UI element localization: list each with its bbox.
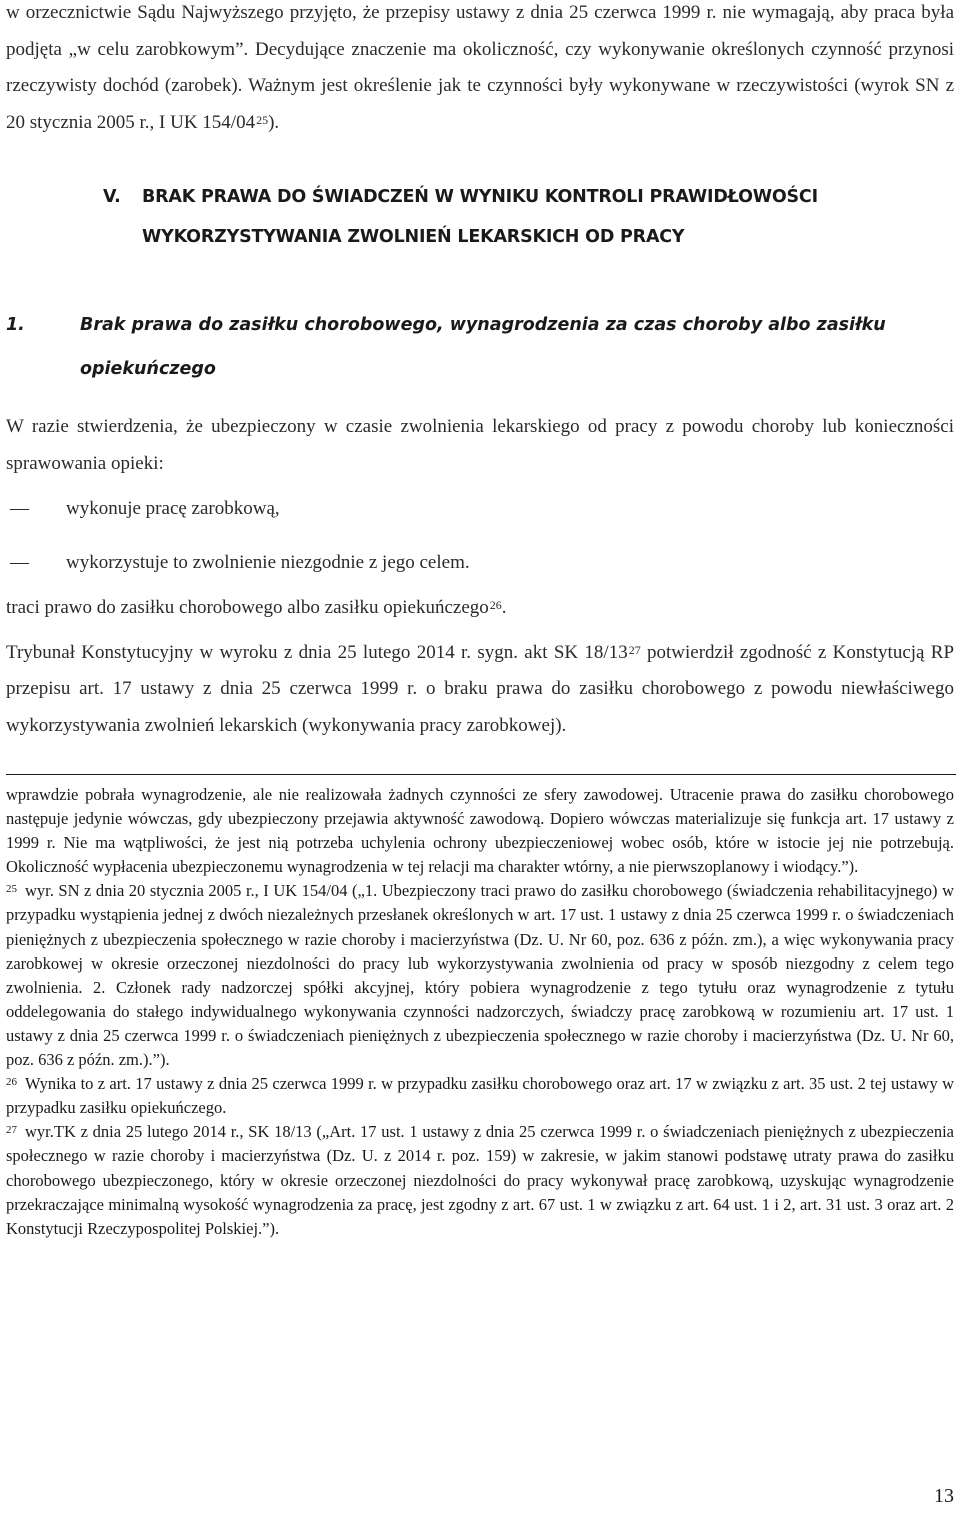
footnote-continuation: wprawdzie pobrała wynagrodzenie, ale nie realizowała żadnych czynności ze sfery zawodowej. Utracenie prawa do zasiłku chorobowego następuje jedynie wówczas, gdy ubezpieczony przejawia aktywność zawodową. Dopiero wówczas materializuje się funkcja art. 17 ustawy z 1999 r. Nie ma wątpliwości, że jest nią potrzeba uchylenia ochrony ubezpieczeniowej wobec osób, które w istocie jej nie potrzebują. Okoliczność wypłacenia ubezpieczonemu wynagrodzenia w tej relacji ma charakter wtórny, a nie pierwszoplanowy i wiodący.”).: [6, 785, 954, 877]
section-number: V.: [103, 187, 121, 207]
section-heading-line2: [6, 217, 954, 257]
subsection-title-line2: opiekuńczego: [80, 359, 216, 379]
section-title-line2: WYKORZYSTYWANIA ZWOLNIEŃ LEKARSKICH OD PRACY: [142, 227, 685, 247]
page-number: 13: [934, 1485, 954, 1507]
consequence-text: traci prawo do zasiłku chorobowego albo zasiłku opiekuńczego: [6, 597, 489, 618]
footnotes: [6, 783, 954, 1241]
footnote-number: 26: [6, 1076, 17, 1089]
section-heading: [6, 177, 954, 257]
list-item: [6, 482, 954, 536]
footnote-27: [6, 1120, 954, 1240]
condition-list: [6, 482, 954, 590]
section-title-line1: BRAK PRAWA DO ŚWIADCZEŃ W WYNIKU KONTROLI PRAWIDŁOWOŚCI: [142, 187, 818, 207]
footnote-number: 25: [6, 883, 17, 896]
section-heading-line1: [6, 177, 954, 217]
list-item-text: wykorzystuje to zwolnienie niezgodnie z jego celem.: [66, 552, 470, 573]
intro-text-end: ).: [268, 111, 280, 133]
subsection-title-line1: Brak prawa do zasiłku chorobowego, wynagrodzenia za czas choroby albo zasiłku: [80, 315, 886, 335]
footnote-number: 27: [6, 1124, 17, 1137]
footnote-ref-26[interactable]: 26: [489, 598, 502, 612]
dash-bullet-icon: —: [10, 498, 29, 519]
footnote-separator: [6, 774, 956, 775]
intro-text: w orzecznictwie Sądu Najwyższego przyjęto, że przepisy ustawy z dnia 25 czerwca 1999 r. nie wymagają, aby praca była podjęta „w celu zarobkowym”. Decydujące znaczenie ma okoliczność, czy wykonywanie określonych czynność przynosi rzeczywisty dochód (zarobek). Ważnym jest określenie jak te czynności były wykonywane w rzeczywistości (wyrok SN z 20 stycznia 2005 r., I UK 154/04: [6, 2, 954, 133]
footnote-ref-27[interactable]: 27: [628, 642, 641, 657]
footnote-25: [6, 879, 954, 1072]
consequence-paragraph: [6, 590, 954, 627]
subsection-heading: [6, 303, 954, 391]
list-item: [6, 536, 954, 590]
footnote-ref-25[interactable]: 25: [256, 112, 269, 127]
footnote-text: wyr.TK z dnia 25 lutego 2014 r., SK 18/13 („Art. 17 ust. 1 ustawy z dnia 25 czerwca 1999 r. o świadczeniach pieniężnych z ubezpieczenia społecznego w razie choroby i macierzyństwa (Dz. U. z 2014 r. poz. 159) w zakresie, w jakim stanowi podstawę utraty prawa do zasiłku chorobowego ubezpieczonego, który w okresie orzeczonej niezdolności do pracy wykonywał pracę zarobkową, uzyskując wynagrodzenie przekraczające minimalną wysokość wynagrodzenia za pracę, jest zgodny z art. 67 ust. 1 w związku z art. 64 ust. 1 i 2, art. 31 ust. 3 oraz art. 2 Konstytucji Rzeczypospolitej Polskiej.”).: [6, 1122, 954, 1238]
tribunal-text: Trybunał Konstytucyjny w wyroku z dnia 25 lutego 2014 r. sygn. akt SK 18/13: [6, 641, 628, 663]
footnote-text: Wynika to z art. 17 ustawy z dnia 25 czerwca 1999 r. w przypadku zasiłku chorobowego oraz art. 17 w związku z art. 35 ust. 2 tej ustawy w przypadku zasiłku opiekuńczego.: [6, 1074, 954, 1118]
footnote-text: wyr. SN z dnia 20 stycznia 2005 r., I UK 154/04 („1. Ubezpieczony traci prawo do zasiłku chorobowego (świadczenia rehabilitacyjnego) w przypadku wystąpienia jednej z dwóch niezależnych przesłanek określonych w art. 17 ust. 1 ustawy z dnia 25 czerwca 1999 r. o świadczeniach pieniężnych z ubezpieczenia społecznego w razie choroby i macierzyństwa (Dz. U. Nr 60, poz. 636 z późn. zm.), a więc wykonywania pracy zarobkowej w okresie orzeczonej niezdolności do pracy lub wykorzystywania zwolnienia od pracy w sposób niezgodny z celem tego zwolnienia. 2. Członek rady nadzorczej spółki akcyjnej, który pobiera wynagrodzenie z tego tytułu oraz wynagrodzenie z tytułu oddelegowania do stałego indywidualnego wykonywania czynności nadzorczych, świadczy pracę zarobkową w rozumieniu art. 17 ust. 1 ustawy z dnia 25 czerwca 1999 r. o świadczeniach pieniężnych z ubezpieczenia społecznego w razie choroby i macierzyństwa (Dz. U. Nr 60, poz. 636 z późn. zm.).”).: [6, 881, 954, 1070]
footnote-26: [6, 1072, 954, 1120]
dash-bullet-icon: —: [10, 552, 29, 573]
list-item-text: wykonuje pracę zarobkową,: [66, 498, 280, 519]
tribunal-paragraph: [6, 635, 954, 745]
intro-paragraph: [6, 0, 954, 141]
document-page: [6, 0, 954, 1241]
subsection-number: 1.: [6, 315, 25, 335]
condition-paragraph: W razie stwierdzenia, że ubezpieczony w czasie zwolnienia lekarskiego od pracy z powodu choroby lub konieczności sprawowania opieki:: [6, 416, 954, 474]
consequence-text-end: .: [501, 597, 507, 618]
tribunal-text-end: potwierdził zgodność z Konstytucją RP przepisu art. 17 ustawy z dnia 25 czerwca 1999 r. o braku prawa do zasiłku chorobowego z powodu niewłaściwego wykorzystywania zwolnień lekarskich (wykonywania pracy zarobkowej).: [6, 641, 955, 736]
